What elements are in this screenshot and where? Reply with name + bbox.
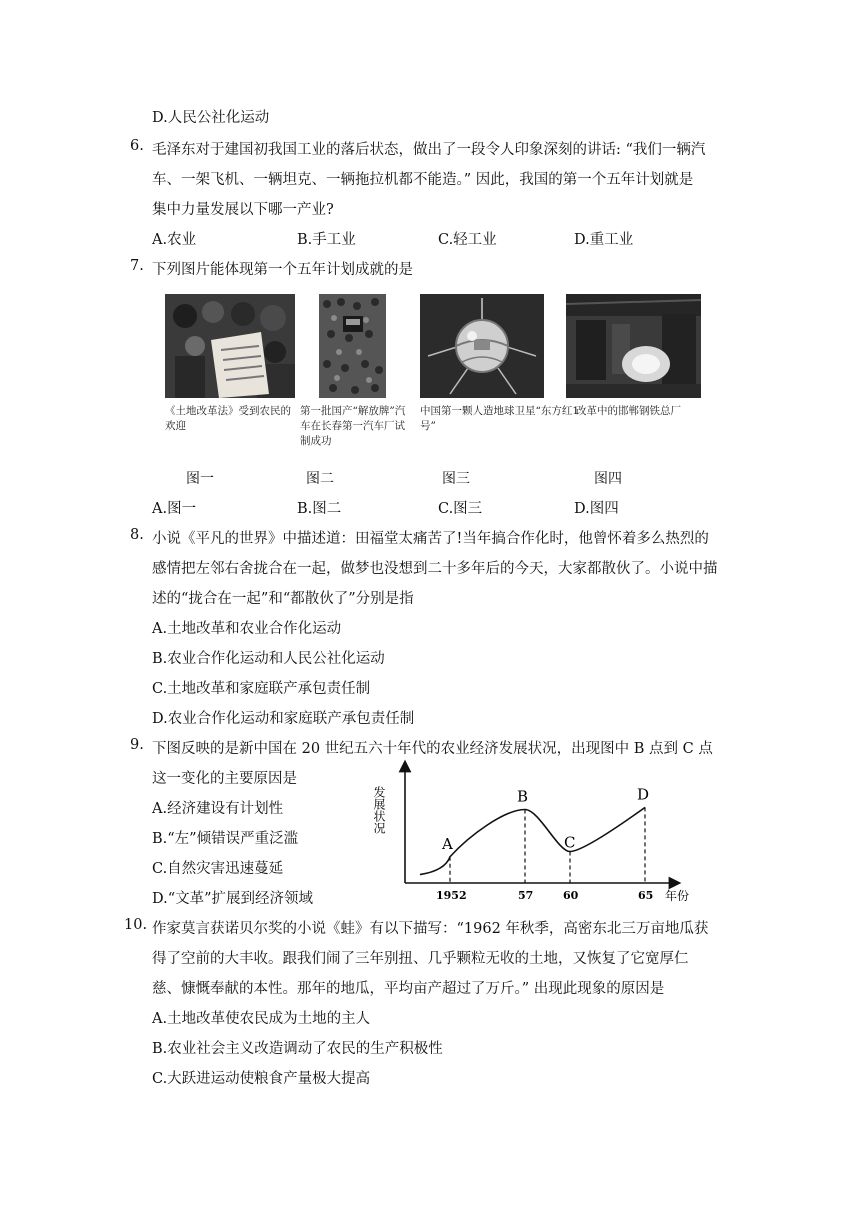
q6-option-b: B.手工业 bbox=[297, 232, 356, 248]
crowd-reading-document-photo bbox=[165, 294, 295, 398]
q6-stem-line-3: 集中力量发展以下哪一产业? bbox=[152, 202, 334, 218]
x-tick-label: 65 bbox=[638, 889, 654, 902]
steel-mill-photo bbox=[566, 294, 701, 398]
x-tick-label: 57 bbox=[518, 889, 534, 902]
q9-option-a: A.经济建设有计划性 bbox=[152, 801, 284, 817]
x-tick-label: 1952 bbox=[436, 889, 467, 902]
q7-figure-label-4: 图四 bbox=[594, 471, 622, 487]
q7-figure-label-3: 图三 bbox=[442, 471, 470, 487]
q9-stem-line-2: 这一变化的主要原因是 bbox=[152, 771, 297, 787]
agri-development-chart bbox=[365, 758, 695, 906]
q10-number: 10. bbox=[124, 917, 148, 933]
q8-option-a: A.土地改革和农业合作化运动 bbox=[152, 621, 342, 637]
q9-option-b: B.“左”倾错误严重泛滥 bbox=[152, 831, 299, 847]
q7-caption-2: 第一批国产“解放牌”汽车在长春第一汽车厂试制成功 bbox=[300, 405, 406, 447]
q10-stem-line-2: 得了空前的大丰收。跟我们闹了三年别扭、几乎颗粒无收的土地，又恢复了它宽厚仁 bbox=[152, 951, 689, 967]
q9-option-d: D.“文革”扩展到经济领域 bbox=[152, 891, 314, 907]
q6-stem-line-1: 毛泽东对于建国初我国工业的落后状态，做出了一段令人印象深刻的讲话: “我们一辆汽 bbox=[152, 142, 706, 158]
q10-stem-line-1: 作家莫言获诺贝尔奖的小说《蛙》有以下描写：“1962 年秋季，高密东北三万亩地瓜获 bbox=[152, 921, 709, 937]
q7-figure-label-2: 图二 bbox=[306, 471, 334, 487]
q7-figure-label-1: 图一 bbox=[186, 471, 214, 487]
q7-caption-4: 改革中的邯郸钢铁总厂 bbox=[576, 405, 681, 417]
q8-option-b: B.农业合作化运动和人民公社化运动 bbox=[152, 651, 385, 667]
crowd-with-truck-photo bbox=[319, 294, 386, 398]
q8-option-c: C.土地改革和家庭联产承包责任制 bbox=[152, 681, 371, 697]
q7-caption-3: 中国第一颗人造地球卫星“东方红1号” bbox=[420, 405, 580, 432]
q9-stem-line-1: 下图反映的是新中国在 20 世纪五六十年代的农业经济发展状况，出现图中 B 点到 C 点 bbox=[152, 741, 713, 757]
q6-option-a: A.农业 bbox=[152, 232, 197, 248]
point-label-d: D bbox=[637, 785, 650, 804]
q5-option-d: D.人民公社化运动 bbox=[152, 110, 270, 126]
point-label-a: A bbox=[442, 834, 453, 853]
x-axis-label: 年份 bbox=[665, 889, 690, 903]
y-axis-label: 发展状况 bbox=[372, 786, 386, 834]
q7-stem: 下列图片能体现第一个五年计划成就的是 bbox=[152, 262, 413, 278]
series-line bbox=[420, 807, 645, 874]
q8-stem-line-2: 感情把左邻右舍拢合在一起，做梦也没想到二十多年后的今天，大家都散伙了。小说中描 bbox=[152, 561, 718, 577]
q10-option-c: C.大跃进运动使粮食产量极大提高 bbox=[152, 1071, 371, 1087]
q7-number: 7. bbox=[130, 258, 144, 274]
q7-caption-1: 《土地改革法》受到农民的欢迎 bbox=[165, 405, 291, 432]
satellite-photo bbox=[420, 294, 544, 398]
q6-number: 6. bbox=[130, 138, 144, 154]
q6-stem-line-2: 车、一架飞机、一辆坦克、一辆拖拉机都不能造。” 因此，我国的第一个五年计划就是 bbox=[152, 172, 694, 188]
q9-option-c: C.自然灾害迅速蔓延 bbox=[152, 861, 284, 877]
point-label-b: B bbox=[517, 787, 529, 806]
q8-option-d: D.农业合作化运动和家庭联产承包责任制 bbox=[152, 711, 415, 727]
q7-option-d: D.图四 bbox=[574, 501, 619, 517]
q10-stem-line-3: 慈、慷慨奉献的本性。那年的地瓜，平均亩产超过了万斤。” 出现此现象的原因是 bbox=[152, 981, 665, 997]
point-label-c: C bbox=[564, 833, 576, 852]
q8-stem-line-1: 小说《平凡的世界》中描述道：田福堂太痛苦了!当年搞合作化时，他曾怀着多么热烈的 bbox=[152, 531, 709, 547]
q6-option-d: D.重工业 bbox=[574, 232, 634, 248]
q9-number: 9. bbox=[130, 737, 144, 753]
q10-option-b: B.农业社会主义改造调动了农民的生产积极性 bbox=[152, 1041, 443, 1057]
q7-option-a: A.图一 bbox=[152, 501, 197, 517]
q8-number: 8. bbox=[130, 527, 144, 543]
x-tick-label: 60 bbox=[563, 889, 579, 902]
q6-option-c: C.轻工业 bbox=[438, 232, 497, 248]
q10-option-a: A.土地改革使农民成为土地的主人 bbox=[152, 1011, 371, 1027]
q8-stem-line-3: 述的“拢合在一起”和“都散伙了”分别是指 bbox=[152, 591, 414, 607]
q7-option-c: C.图三 bbox=[438, 501, 483, 517]
q7-option-b: B.图二 bbox=[297, 501, 342, 517]
